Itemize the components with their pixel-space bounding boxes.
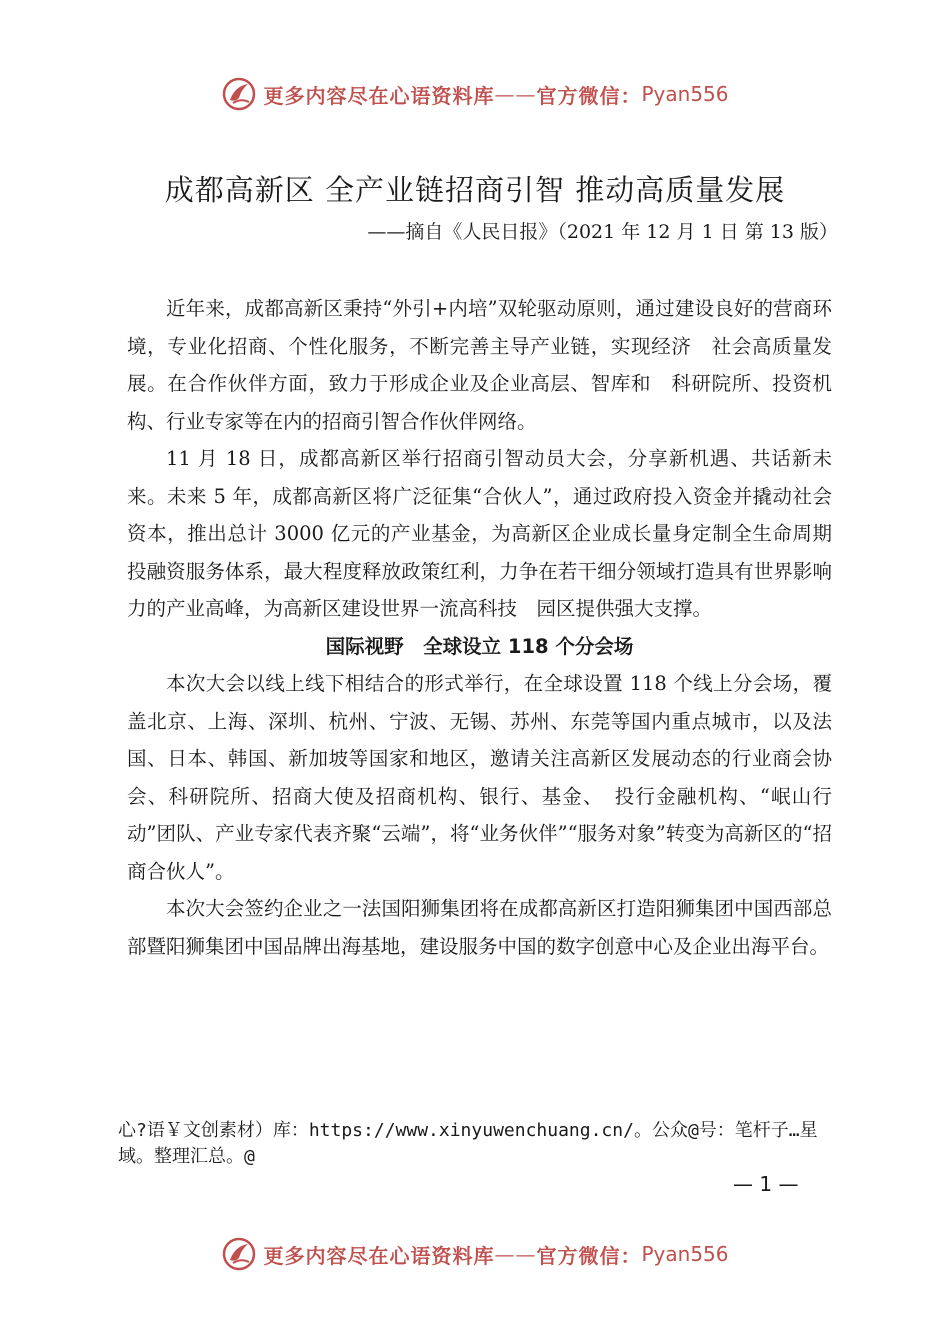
body-paragraph: 本次大会以线上线下相结合的形式举行，在全球设置 118 个线上分会场，覆盖北京、上海、深圳、杭州、宁波、无锡、苏州、东莞等国内重点城市，以及法国、日本、韩国、新加坡等国家和地区，邀请关注高新区发展动态的行业商会协会、科研院所、招商大使及招商机构、银行、基金、 投行金融机构、“岷山行动”团队、产业专家代表齐聚“云端”，将“业务伙伴”“服务对象”转变为高新区的“招商合伙人”。 bbox=[127, 672, 832, 883]
watermark-banner-bottom bbox=[0, 1232, 950, 1276]
body-paragraph: 近年来，成都高新区秉持“外引+内培”双轮驱动原则，通过建设良好的营商环境，专业化招商、个性化服务，不断完善主导产业链，实现经济 社会高质量发展。在合作伙伴方面，致力于形成企业及企业高层、智库和 科研院所、投资机构、行业专家等在内的招商引智合作伙伴网络。 bbox=[127, 297, 832, 433]
watermark-contact-label: 官方微信： bbox=[536, 1243, 642, 1268]
watermark-banner-top bbox=[0, 72, 950, 116]
article-body bbox=[127, 290, 832, 965]
watermark-main-text: 更多内容尽在心语资料库 bbox=[263, 83, 495, 108]
watermark-separator: —— bbox=[494, 82, 537, 106]
brand-logo-icon bbox=[221, 1236, 257, 1272]
watermark-contact-id: Pyan556 bbox=[641, 82, 729, 106]
article-title: 成都高新区 全产业链招商引智 推动高质量发展 bbox=[164, 173, 786, 207]
body-paragraph: 11 月 18 日，成都高新区举行招商引智动员大会，分享新机遇、共话新未来。未来 5 年，成都高新区将广泛征集“合伙人”，通过政府投入资金并撬动社会资本，推出总计 3000 亿元的产业基金，为高新区企业成长量身定制全生命周期投融资服务体系，最大程度释放政策红利，力争在若干细分领域打造具有世界影响力的产业高峰，为高新区建设世界一流高科技 园区提供强大支撑。 bbox=[127, 447, 832, 620]
watermark-contact-label: 官方微信： bbox=[536, 83, 642, 108]
brand-logo-icon bbox=[221, 76, 257, 112]
body-paragraph: 本次大会签约企业之一法国阳狮集团将在成都高新区打造阳狮集团中国西部总部暨阳狮集团中国品牌出海基地，建设服务中国的数字创意中心及企业出海平台。 bbox=[127, 897, 832, 958]
footer-note: 心?语￥文创素材）库：https://www.xinyuwenchuang.cn/。公众@号：笔杆子…星域。整理汇总。@ bbox=[118, 1120, 818, 1167]
page-number: — 1 — bbox=[733, 1172, 799, 1196]
watermark-contact-id: Pyan556 bbox=[641, 1242, 729, 1266]
article-source: ——摘自《人民日报》（2021 年 12 月 1 日 第 13 版） bbox=[367, 221, 838, 243]
section-heading: 国际视野 全球设立 118 个分会场 bbox=[325, 634, 634, 658]
watermark-separator: —— bbox=[494, 1242, 537, 1266]
watermark-main-text: 更多内容尽在心语资料库 bbox=[263, 1243, 495, 1268]
